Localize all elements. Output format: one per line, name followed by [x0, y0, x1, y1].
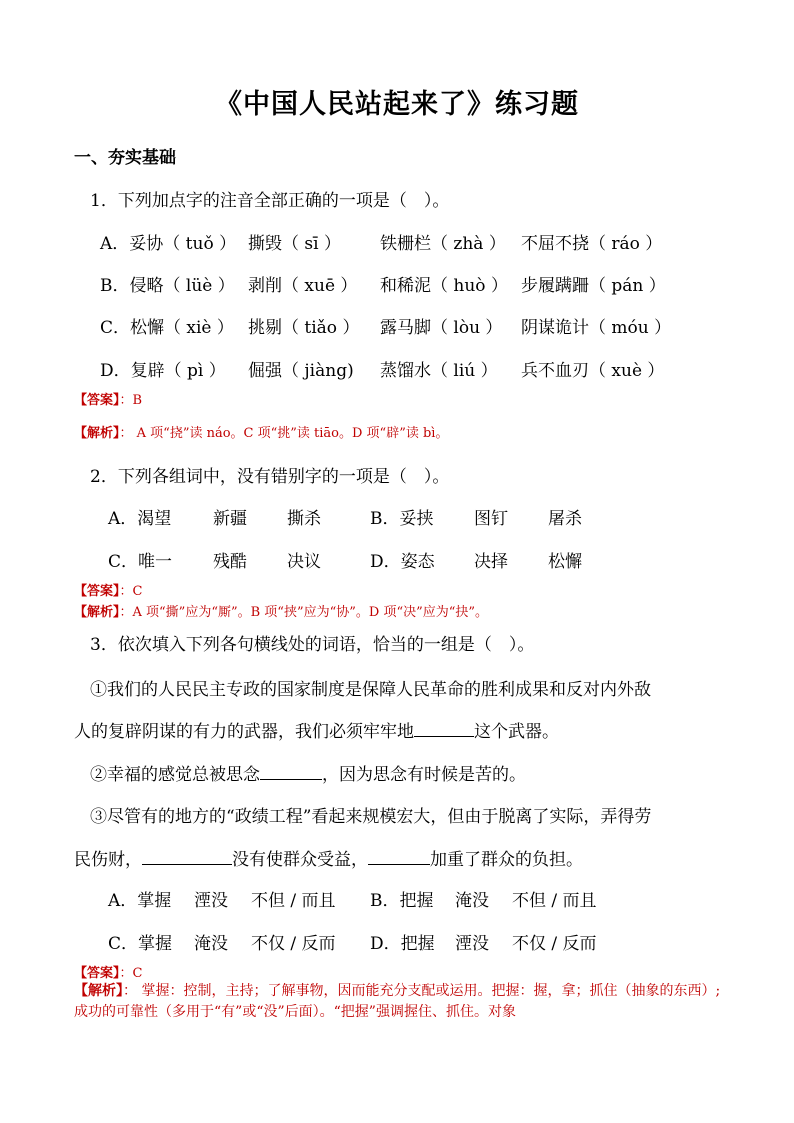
q3-blank-4 — [368, 847, 430, 865]
q3-s3-text-after: 加重了群众的负担。 — [430, 850, 583, 870]
q3-option-c-1: C．掌握 — [108, 934, 173, 954]
question-2-answer — [74, 580, 142, 599]
q3-option-a-3: 不但 / 而且 — [251, 891, 336, 911]
q3-blank-2 — [260, 762, 322, 780]
q1-option-a-4: 不屈不挠（ ráo ） — [521, 234, 663, 254]
q2-option-b-1: B．妥挟 — [370, 509, 434, 529]
question-3-stem: 3．依次填入下列各句横线处的词语，恰当的一组是（ ）。 — [90, 635, 535, 655]
q3-option-a-1: A．掌握 — [108, 891, 172, 911]
question-3-explanation — [74, 981, 726, 1023]
q3-option-b-3: 不但 / 而且 — [512, 891, 597, 911]
q3-sentence-3-line-1: ③尽管有的地方的“政绩工程”看起来规模宏大，但由于脱离了实际，弄得劳 — [90, 807, 652, 827]
explanation-label: 【解析】 — [74, 426, 120, 441]
q3-option-d-1: D．把握 — [370, 934, 435, 954]
q1-option-c-1: C．松懈（ xiè ） — [100, 318, 234, 338]
q3-sentence-1-line-2 — [74, 717, 559, 742]
q3-s2-text-before: ②幸福的感觉总被思念 — [90, 765, 260, 785]
section-heading: 一、夯实基础 — [74, 148, 176, 168]
explanation-label: 【解析】 — [74, 983, 123, 999]
q3-option-d-2: 湮没 — [455, 934, 489, 954]
q3-s3-text-middle: 没有使群众受益， — [232, 850, 368, 870]
q3-option-d-3: 不仅 / 反而 — [512, 934, 597, 954]
answer-label: 【答案】 — [74, 966, 120, 981]
q1-option-a-2: 撕毁（ sī ） — [248, 234, 341, 254]
q1-option-b-4: 步履蹒跚（ pán ） — [521, 276, 666, 296]
q3-option-c-3: 不仅 / 反而 — [251, 934, 336, 954]
q3-option-b-1: B．把握 — [370, 891, 434, 911]
q2-option-d-3: 松懈 — [548, 552, 582, 572]
explanation-label: 【解析】 — [74, 605, 120, 620]
question-1-stem: 1．下列加点字的注音全部正确的一项是（ ）。 — [90, 191, 450, 211]
q1-option-c-2: 挑剔（ tiǎo ） — [248, 318, 360, 338]
q2-option-d-2: 决择 — [474, 552, 508, 572]
answer-value: ：C — [119, 966, 143, 981]
q2-option-a-3: 撕杀 — [287, 509, 321, 529]
q1-option-b-2: 剥削（ xuē ） — [248, 276, 358, 296]
answer-label: 【答案】 — [74, 584, 120, 599]
q3-sentence-1-line-1: ①我们的人民民主专政的国家制度是保障人民革命的胜利成果和反对内外敌 — [90, 680, 651, 700]
explanation-text: ： A 项“挠”读 náo。C 项“挑”读 tiāo。D 项“辟”读 bì。 — [119, 426, 449, 441]
answer-value: ：B — [119, 393, 143, 408]
explanation-text: ： 掌握：控制，主持；了解事物，因而能充分支配或运用。把握：握，拿；抓住（抽象的东西）;成功的可靠性（多用于“有”或“没”后面）。“把握”强调握住、抓住。对象 — [74, 983, 721, 1020]
answer-label: 【答案】 — [74, 393, 120, 408]
question-2-explanation — [74, 601, 488, 620]
q2-option-b-3: 屠杀 — [548, 509, 582, 529]
q3-s1-text-before: 人的复辟阴谋的有力的武器，我们必须牢牢地 — [74, 722, 414, 742]
q2-option-c-3: 决议 — [287, 552, 321, 572]
q3-option-b-2: 淹没 — [455, 891, 489, 911]
q3-blank-1 — [414, 719, 474, 737]
q2-option-a-2: 新疆 — [213, 509, 247, 529]
page-title: 《中国人民站起来了》练习题 — [215, 89, 579, 120]
q3-option-c-2: 淹没 — [194, 934, 228, 954]
q1-option-d-2: 倔强（ jiàng) — [248, 361, 354, 381]
q1-option-c-3: 露马脚（ lòu ） — [380, 318, 503, 338]
question-3-answer — [74, 962, 142, 981]
q1-option-b-1: B．侵略（ lüè ） — [100, 276, 235, 296]
question-1-answer — [74, 389, 142, 408]
q3-option-a-2: 湮没 — [194, 891, 228, 911]
q2-option-d-1: D．姿态 — [370, 552, 435, 572]
q1-option-d-4: 兵不血刃（ xuè ） — [521, 361, 665, 381]
q3-s2-text-after: ，因为思念有时候是苦的。 — [322, 765, 526, 785]
q3-blank-3 — [142, 847, 232, 865]
q1-option-a-1: A．妥协（ tuǒ ） — [100, 234, 237, 254]
answer-value: ：C — [119, 584, 143, 599]
question-2-stem: 2．下列各组词中，没有错别字的一项是（ ）。 — [90, 467, 450, 487]
q3-s3-text-before: 民伤财， — [74, 850, 142, 870]
q1-option-d-3: 蒸馏水（ liú ） — [380, 361, 498, 381]
q2-option-c-2: 残酷 — [213, 552, 247, 572]
question-1-explanation — [74, 422, 448, 441]
q3-sentence-2 — [90, 760, 526, 785]
q2-option-c-1: C．唯一 — [108, 552, 173, 572]
q1-option-d-1: D．复辟（ pì ） — [100, 361, 226, 381]
q1-option-c-4: 阴谋诡计（ móu ） — [521, 318, 672, 338]
q1-option-b-3: 和稀泥（ huò ） — [380, 276, 508, 296]
q1-option-a-3: 铁栅栏（ zhà ） — [380, 234, 506, 254]
q3-sentence-3-line-2 — [74, 845, 583, 870]
q2-option-a-1: A．渴望 — [108, 509, 172, 529]
q2-option-b-2: 图钉 — [474, 509, 508, 529]
q3-s1-text-after: 这个武器。 — [474, 722, 559, 742]
explanation-text: ：A 项“撕”应为“厮”。B 项“挟”应为“协”。D 项“决”应为“抉”。 — [119, 605, 489, 620]
